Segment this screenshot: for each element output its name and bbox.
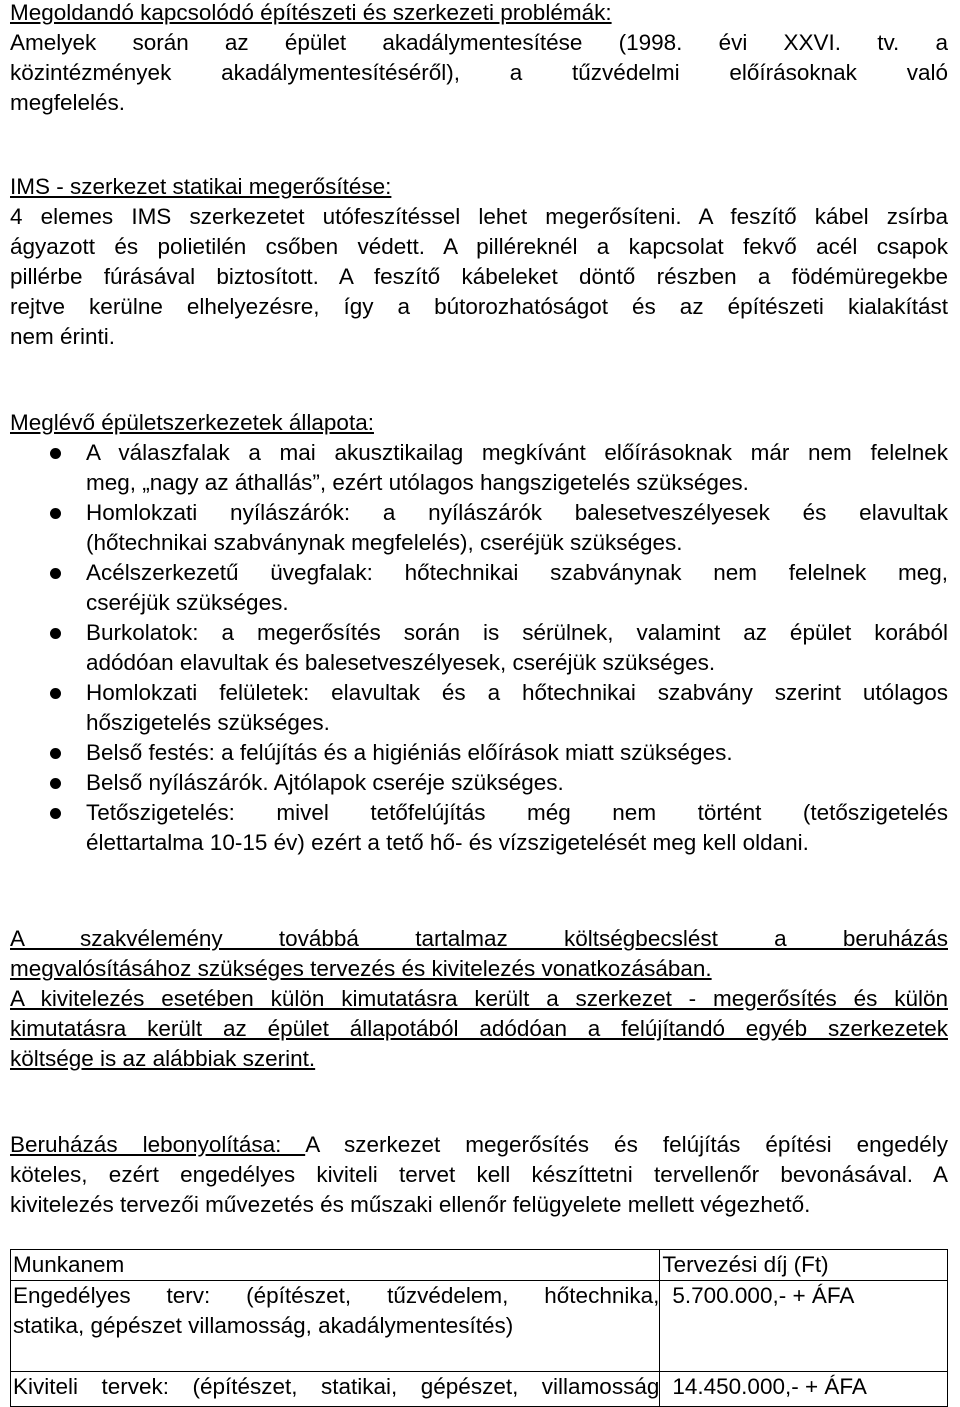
- table-cell: [11, 1372, 660, 1407]
- row-dij: 5.700.000,- + ÁFA: [672, 1283, 855, 1308]
- list-item-line: Belső nyílászárók. Ajtólapok cseréje szükséges.: [86, 770, 564, 795]
- ims-line: rejtve kerülne elhelyezésre, így a bútorozhatóságot és az építészeti kialakítást: [10, 294, 948, 319]
- estimate-line: A kivitelezés esetében külön kimutatásra került a szerkezet - megerősítés és külön: [10, 986, 948, 1011]
- table-header-cell: [660, 1250, 948, 1281]
- table-header-row: [11, 1250, 948, 1281]
- section-problems: [10, 0, 948, 118]
- table-row: [11, 1281, 948, 1372]
- problems-line: közintézmények akadálymentesítéséről), a tűzvédelmi előírásoknak való: [10, 60, 948, 85]
- list-item-line: cseréjük szükséges.: [86, 590, 289, 615]
- ims-line: nem érinti.: [10, 324, 116, 349]
- bullet-icon: [50, 688, 61, 699]
- list-item: [10, 618, 948, 678]
- problems-line: Amelyek során az épület akadálymentesítése (1998. évi XXVI. tv. a: [10, 30, 948, 55]
- problems-heading: Megoldandó kapcsolódó építészeti és szerkezeti problémák:: [10, 0, 612, 25]
- row-dij: 14.450.000,- + ÁFA: [672, 1374, 867, 1399]
- estimate-line: kimutatásra került az épület állapotából adódóan a felújítandó egyéb szerkezetek: [10, 1016, 948, 1041]
- list-item: [10, 438, 948, 498]
- table-header-cell: [11, 1250, 660, 1281]
- investment-line-rest: A szerkezet megerősítés és felújítás építési engedély: [305, 1132, 948, 1157]
- list-item-line: adódóan elavultak és balesetveszélyesek, cseréjük szükséges.: [86, 650, 716, 675]
- list-item-line: Tetőszigetelés: mivel tetőfelújítás még nem történt (tetőszigetelés: [86, 800, 948, 825]
- investment-label: Beruházás lebonyolítása:: [10, 1132, 306, 1157]
- header-munkanem: Munkanem: [13, 1252, 125, 1277]
- list-item-line: Homlokzati felületek: elavultak és a hőtechnikai szabvány szerint utólagos: [86, 680, 948, 705]
- ims-line: pillérbe fúrásával biztosított. A feszítő kábeleket döntő részben a födémüregekbe: [10, 264, 948, 289]
- bullet-icon: [50, 568, 61, 579]
- table-cell: [660, 1372, 948, 1407]
- bullet-icon: [50, 748, 61, 759]
- investment-line: kivitelezés tervezői művezetés és műszaki ellenőr felügyelete mellett végezhető.: [10, 1192, 811, 1217]
- ims-line: ágyazott és polietilén csőben védett. A pilléreknél a kapcsolat fekvő acél csapok: [10, 234, 948, 259]
- table-row: [11, 1372, 948, 1407]
- row-munkanem-line: Engedélyes terv: (építészet, tűzvédelem, hőtechnika,: [13, 1283, 660, 1308]
- section-ims: [10, 172, 948, 352]
- list-item-line: Burkolatok: a megerősítés során is sérülnek, valamint az épület korából: [86, 620, 948, 645]
- list-item: [10, 768, 948, 798]
- problems-line: megfelelés.: [10, 90, 126, 115]
- bullet-icon: [50, 508, 61, 519]
- list-item: [10, 558, 948, 618]
- investment-line: köteles, ezért engedélyes kiviteli tervet kell készíttetni tervellenőr bevonásával. A: [10, 1162, 948, 1187]
- bullet-icon: [50, 448, 61, 459]
- ims-line: 4 elemes IMS szerkezetet utófeszítéssel lehet megerősíteni. A feszítő kábel zsírba: [10, 204, 948, 229]
- section-estimate: [10, 924, 948, 1074]
- list-item: [10, 498, 948, 558]
- list-item-line: A válaszfalak a mai akusztikailag megkívánt előírásoknak már nem felelnek: [86, 440, 948, 465]
- table-cell: [11, 1281, 660, 1372]
- estimate-line: A szakvélemény továbbá tartalmaz költségbecslést a beruházás: [10, 926, 948, 951]
- list-item-line: Homlokzati nyílászárók: a nyílászárók balesetveszélyesek és elavultak: [86, 500, 948, 525]
- list-item: [10, 678, 948, 738]
- bullet-icon: [50, 808, 61, 819]
- list-item-line: Acélszerkezetű üvegfalak: hőtechnikai szabványnak nem felelnek meg,: [86, 560, 948, 585]
- list-item: [10, 738, 948, 768]
- row-munkanem-line: statika, gépészet villamosság, akadálymentesítés): [13, 1313, 514, 1338]
- section-investment: [10, 1130, 948, 1220]
- list-item-line: meg, „nagy az áthallás”, ezért utólagos hangszigetelés szükséges.: [86, 470, 749, 495]
- cost-table: [10, 1249, 948, 1407]
- list-item-line: élettartalma 10-15 év) ezért a tető hő- és vízszigetelését meg kell oldani.: [86, 830, 809, 855]
- ims-heading: IMS - szerkezet statikai megerősítése:: [10, 174, 392, 199]
- list-item-line: (hőtechnikai szabványnak megfelelés), cseréjük szükséges.: [86, 530, 683, 555]
- investment-line: [10, 1130, 948, 1160]
- table-cell: [660, 1281, 948, 1372]
- row-munkanem-line: Kiviteli tervek: (építészet, statikai, gépészet, villamosság: [13, 1374, 660, 1399]
- list-item: [10, 798, 948, 858]
- bullet-icon: [50, 628, 61, 639]
- list-item-line: hőszigetelés szükséges.: [86, 710, 330, 735]
- estimate-line: megvalósításához szükséges tervezés és kivitelezés vonatkozásában.: [10, 956, 712, 981]
- condition-heading: Meglévő épületszerkezetek állapota:: [10, 410, 374, 435]
- bullet-icon: [50, 778, 61, 789]
- section-condition: [10, 408, 948, 858]
- header-tervezesi-dij: Tervezési díj (Ft): [662, 1252, 829, 1277]
- list-item-line: Belső festés: a felújítás és a higiéniás előírások miatt szükséges.: [86, 740, 733, 765]
- condition-list: [10, 438, 948, 858]
- estimate-line: költsége is az alábbiak szerint.: [10, 1046, 316, 1071]
